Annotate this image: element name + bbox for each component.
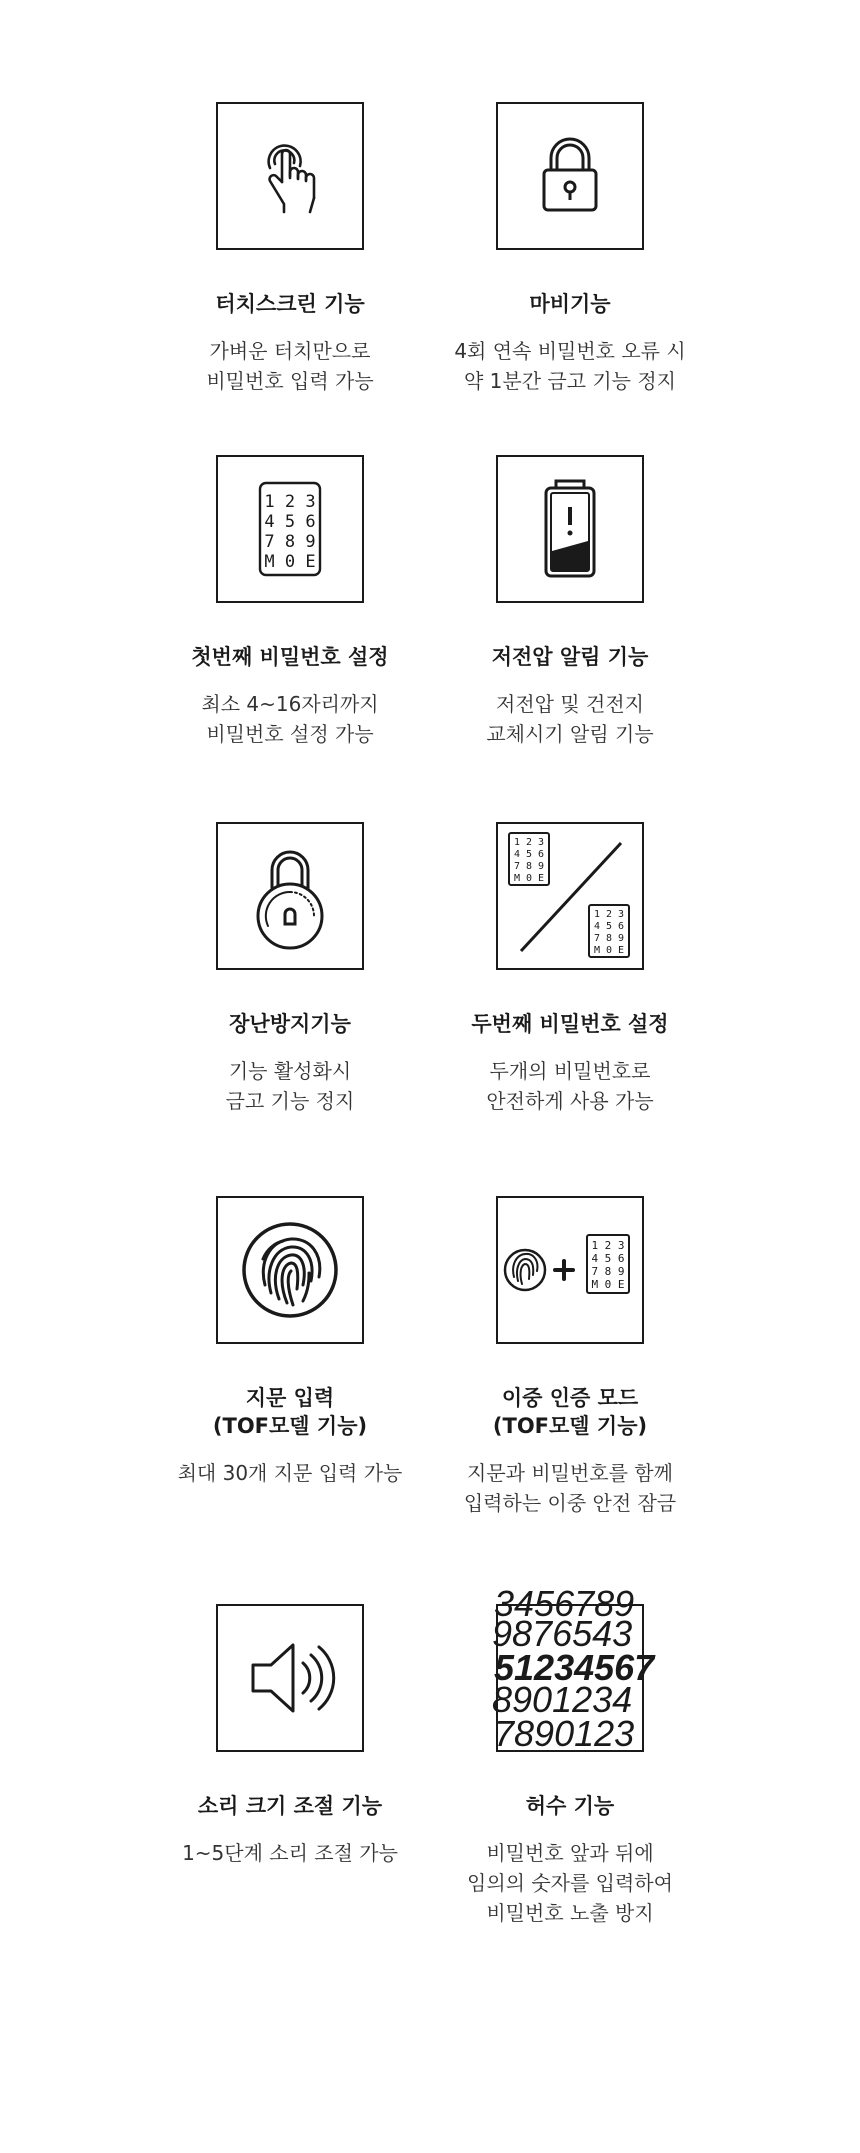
feature-title: 이중 인증 모드 (TOF모델 기능) bbox=[492, 1386, 648, 1438]
svg-text:51234567: 51234567 bbox=[494, 1647, 655, 1688]
fingerprint-icon bbox=[216, 1196, 364, 1344]
feature-volume bbox=[140, 1604, 440, 1868]
feature-title: 허수 기능 bbox=[525, 1794, 615, 1818]
feature-first-pin bbox=[140, 455, 440, 749]
feature-description: 두개의 비밀번호로 안전하게 사용 가능 bbox=[486, 1059, 654, 1113]
svg-text:1 2 3: 1 2 3 bbox=[513, 837, 545, 848]
feature-description: 1~5단계 소리 조절 가능 bbox=[182, 1841, 398, 1865]
svg-text:8901234: 8901234 bbox=[492, 1679, 633, 1720]
svg-text:4 5 6: 4 5 6 bbox=[591, 1252, 625, 1265]
feature-touchscreen bbox=[140, 102, 440, 396]
svg-text:4 5 6: 4 5 6 bbox=[513, 849, 545, 860]
feature-description: 최대 30개 지문 입력 가능 bbox=[177, 1461, 403, 1485]
feature-second-pin bbox=[420, 822, 720, 1116]
feature-title: 두번째 비밀번호 설정 bbox=[471, 1012, 669, 1036]
svg-text:7890123: 7890123 bbox=[494, 1713, 635, 1754]
svg-text:1 2 3: 1 2 3 bbox=[593, 909, 625, 920]
feature-title: 저전압 알림 기능 bbox=[491, 645, 649, 669]
svg-text:M 0 E: M 0 E bbox=[593, 945, 625, 956]
round-lock-icon bbox=[216, 822, 364, 970]
feature-description: 최소 4~16자리까지 비밀번호 설정 가능 bbox=[201, 692, 379, 746]
fingerprint-icon bbox=[505, 1250, 545, 1290]
svg-text:7 8 9: 7 8 9 bbox=[591, 1265, 625, 1278]
speaker-icon bbox=[216, 1604, 364, 1752]
keypad-icon bbox=[216, 455, 364, 603]
touch-hand-icon bbox=[216, 102, 364, 250]
svg-text:1 2 3: 1 2 3 bbox=[591, 1239, 625, 1252]
padlock-icon bbox=[496, 102, 644, 250]
svg-text:M 0 E: M 0 E bbox=[513, 873, 545, 884]
feature-description: 가벼운 터치만으로 비밀번호 입력 가능 bbox=[206, 339, 374, 393]
feature-dummy bbox=[420, 1583, 720, 1928]
svg-text:M 0 E: M 0 E bbox=[264, 552, 316, 572]
dummy-digits-icon bbox=[492, 1583, 655, 1754]
feature-child-lock bbox=[140, 822, 440, 1116]
svg-text:9876543: 9876543 bbox=[492, 1613, 633, 1654]
feature-description: 기능 활성화시 금고 기능 정지 bbox=[225, 1059, 355, 1113]
feature-low-battery bbox=[420, 455, 720, 749]
svg-text:4 5 6: 4 5 6 bbox=[264, 512, 316, 532]
feature-description: 비밀번호 앞과 뒤에 임의의 숫자를 입력하여 비밀번호 노출 방지 bbox=[467, 1841, 673, 1925]
fingerprint-plus-keypad-icon bbox=[496, 1196, 644, 1344]
low-battery-icon bbox=[496, 455, 644, 603]
feature-title: 장난방지기능 bbox=[229, 1012, 351, 1036]
dual-keypad-icon bbox=[496, 822, 644, 970]
feature-title: 첫번째 비밀번호 설정 bbox=[191, 645, 389, 669]
svg-text:7 8 9: 7 8 9 bbox=[593, 933, 625, 944]
feature-description: 4회 연속 비밀번호 오류 시 약 1분간 금고 기능 정지 bbox=[454, 339, 686, 393]
svg-text:7 8 9: 7 8 9 bbox=[513, 861, 545, 872]
svg-text:4 5 6: 4 5 6 bbox=[593, 921, 625, 932]
feature-description: 지문과 비밀번호를 함께 입력하는 이중 안전 잠금 bbox=[463, 1461, 677, 1515]
svg-text:7 8 9: 7 8 9 bbox=[264, 532, 316, 552]
svg-text:M 0 E: M 0 E bbox=[591, 1278, 625, 1291]
feature-title: 터치스크린 기능 bbox=[215, 292, 365, 316]
feature-dual-auth bbox=[420, 1196, 720, 1518]
feature-title: 마비기능 bbox=[529, 292, 611, 316]
feature-description: 저전압 및 건전지 교체시기 알림 기능 bbox=[486, 692, 654, 746]
feature-lockout bbox=[420, 102, 720, 396]
svg-text:1 2 3: 1 2 3 bbox=[264, 492, 316, 512]
feature-title: 지문 입력 (TOF모델 기능) bbox=[212, 1386, 368, 1438]
feature-title: 소리 크기 조절 기능 bbox=[197, 1794, 383, 1818]
svg-text:3456789: 3456789 bbox=[494, 1583, 635, 1624]
feature-fingerprint bbox=[140, 1196, 440, 1488]
